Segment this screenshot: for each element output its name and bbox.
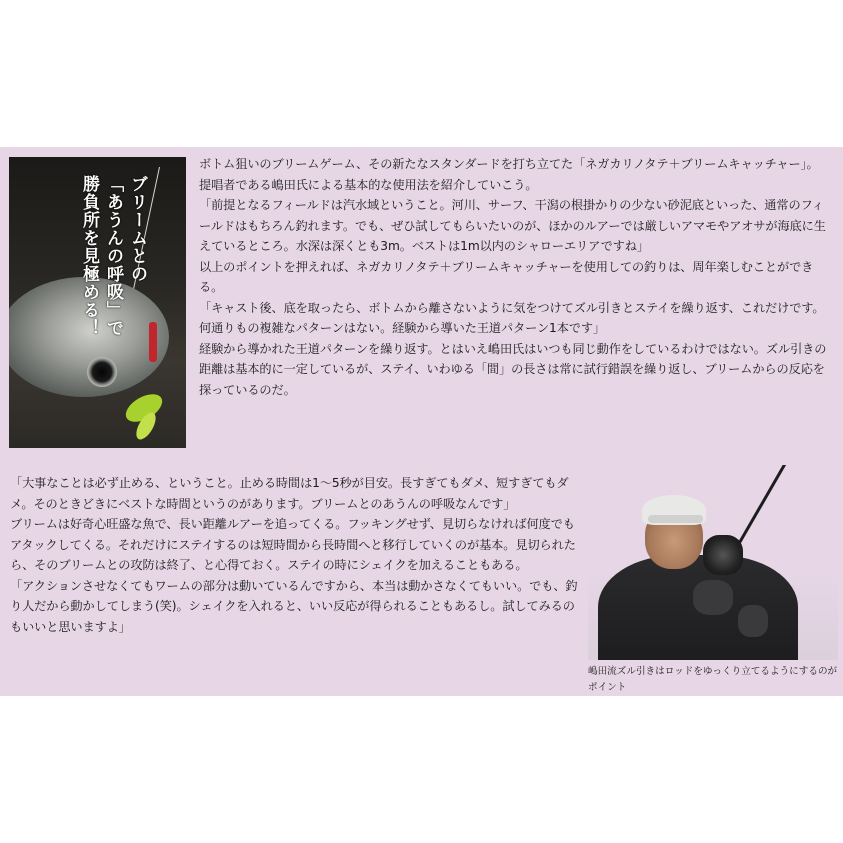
paragraph: 提唱者である嶋田氏による基本的な使用法を紹介していこう。 [199, 177, 538, 192]
fishing-reel [703, 535, 743, 575]
paragraph: 「キャスト後、底を取ったら、ボトムから離さないように気をつけてズル引きとステイを繰り返す、これだけです。何通りもの複雑なパターンはない。経験から導いた王道パターン1本です」 [199, 300, 825, 335]
paragraph: ボトム狙いのブリームゲーム、その新たなスタンダードを打ち立てた「ネガカリノタテ＋ブリームキャッチャー」。 [199, 157, 819, 171]
article-text-top [199, 154, 831, 400]
article-panel [0, 147, 843, 696]
catchphrase-line-1: ブリームとの [127, 175, 147, 283]
lure-hook [149, 322, 157, 362]
paragraph: 「大事なことは必ず止める、ということ。止める時間は1～5秒が目安。長すぎてもダメ、短すぎてもダメ。そのときどきにベストな時間というのがあります。ブリームとのあうんの呼吸なんです」 [10, 476, 569, 511]
catchphrase-line-2: 「あうんの呼吸」で [103, 175, 123, 337]
angler-glove [693, 580, 733, 615]
catchphrase-line-3: 勝負所を見極める！ [79, 175, 99, 337]
article-text-bottom [10, 473, 586, 637]
fish-eye [87, 357, 117, 387]
paragraph: 経験から導かれた王道パターンを繰り返す。とはいえ嶋田氏はいつも同じ動作をしているわけではない。ズル引きの距離は基本的に一定しているが、ステイ、いわゆる「間」の長さは常に試行錯誤を繰り返し、ブリームからの反応を探っているのだ。 [199, 341, 827, 397]
paragraph: 「前提となるフィールドは汽水域ということ。河川、サーフ、干潟の根掛かりの少ない砂泥底といった、通常のフィールドはもちろん釣れます。でも、ぜひ試してもらいたいのが、ほかのルアーでは厳しいアマモやアオサが海底に生えているところ。水深は深くとも3m。ベストは1m以内のシャローエリアですね」 [199, 198, 826, 253]
cap-visor [648, 515, 703, 523]
bream-fish-photo [9, 157, 186, 448]
angler-glove [738, 605, 768, 637]
paragraph: ブリームは好奇心旺盛な魚で、長い距離ルアーを追ってくる。フッキングせず、見切らなければ何度でもアタックしてくる。それだけにステイするのは短時間から長時間へと移行していくのが基本。見切られたら、そのブリームとの攻防は終了、と心得ておく。ステイの時にシェイクを加えることもある。 [10, 517, 576, 572]
paragraph: 以上のポイントを押えれば、ネガカリノタテ＋ブリームキャッチャーを使用しての釣りは、周年楽しむことができる。 [199, 259, 814, 294]
paragraph: 「アクションさせなくてもワームの部分は動いているんですから、本当は動かさなくてもいい。でも、釣り人だから動かしてしまう(笑)。シェイクを入れると、いい反応が得られることもあるし。試してみるのもいいと思いますよ」 [10, 578, 578, 634]
photo-caption: 嶋田流ズル引きはロッドをゆっくり立てるようにするのがポイント [588, 666, 838, 693]
angler-photo [588, 465, 838, 660]
